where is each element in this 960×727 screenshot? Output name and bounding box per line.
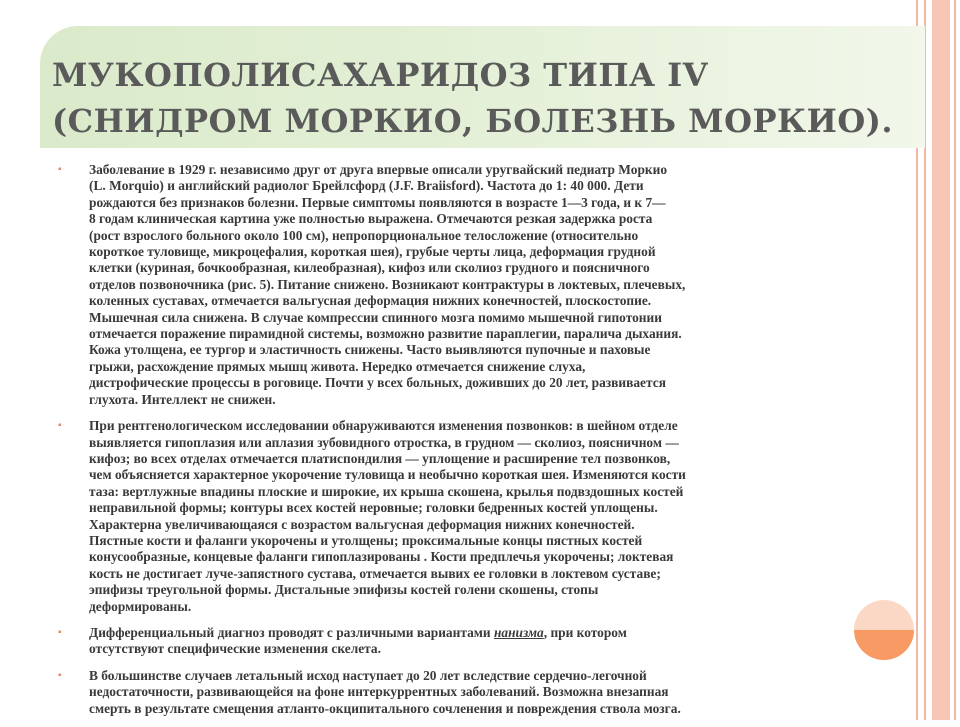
text-line: Пястные кости и фаланги укорочены и утолщены; проксимальные концы пястных костей — [89, 532, 643, 548]
text-line: недостаточности, развивающейся на фоне интеркуррентных заболеваний. Возможна внезапная — [89, 684, 669, 700]
text-line: короткое туловище, микроцефалия, короткая шея), грубые черты лица, деформация грудной — [89, 244, 656, 260]
paragraph-outcome — [89, 668, 828, 717]
stripe-thin-right — [954, 0, 956, 720]
stripe-wide — [932, 0, 950, 720]
bullet-item-radiology — [58, 418, 828, 615]
text-line: конусообразные, концевые фаланги гипоплазированы . Кости предплечья укорочены; локтевая — [89, 549, 674, 565]
text-line: смерть в результате смещения атланто-окципитального сочленения и повреждения ствола мозга. — [89, 700, 681, 716]
text-line: чем объясняется характерное укорочение туловища и необычно короткая шея. Изменяются кости — [89, 467, 686, 483]
decorative-circle — [854, 600, 914, 660]
text-line: грыжи, расхождение прямых мышц живота. Нередко отмечается снижение слуха, — [89, 358, 586, 374]
text-line: При рентгенологическом исследовании обнаруживаются изменения позвонков: в шейном отделе — [89, 418, 678, 434]
text-line: дистрофические процессы в роговице. Почти у всех больных, доживших до 20 лет, развивается — [89, 375, 666, 391]
text-line: глухота. Интеллект не снижен. — [89, 391, 276, 407]
bullet-icon: ▪ — [58, 420, 62, 432]
paragraph-history — [89, 162, 828, 408]
text-line: выявляется гипоплазия или аплазия зубовидного отростка, в грудном — сколиоз, поясничном — — [89, 434, 679, 450]
text-line: рождаются без признаков болезни. Первые симптомы появляются в возрасте 1—3 года, и к 7— — [89, 194, 666, 210]
text-line — [89, 625, 828, 641]
bullet-item-differential — [58, 625, 828, 658]
text-line: Кожа утолщена, ее тургор и эластичность снижены. Часто выявляются пупочные и паховые — [89, 342, 651, 358]
slide-title-line-2: (СНИДРОМ МОРКИО, БОЛЕЗНЬ МОРКИО). — [52, 102, 894, 140]
nanism-link[interactable]: нанизма — [493, 624, 544, 640]
bullet-icon: ▪ — [58, 626, 62, 638]
text-line: таза: вертлужные впадины плоские и широкие, их крыша скошена, крылья подвздошных костей — [89, 483, 684, 499]
bullet-list — [58, 162, 828, 727]
slide-title-line-1: МУКОПОЛИСАХАРИДОЗ ТИПА IV — [52, 56, 709, 94]
text-line: деформированы. — [89, 598, 192, 614]
text-line: (L. Morquio) и английский радиолог Брейлсфорд (J.F. Braiisford). Частота до 1: 40 000. Дети — [89, 178, 644, 194]
text-line: кость не достигает луче-запястного сустава, отмечается вывих ее головки в локтевом суставе; — [89, 565, 661, 581]
text-line: отделов позвоночника (рис. 5). Питание снижено. Возникают контрактуры в локтевых, плечевых, — [89, 276, 686, 292]
text-line: Мышечная сила снижена. В случае компрессии спинного мозга помимо мышечной гипотонии — [89, 309, 662, 325]
bullet-item-outcome — [58, 668, 828, 717]
bullet-item-history — [58, 162, 828, 408]
slide-title — [52, 52, 912, 144]
text-line: (рост взрослого больного около 100 см), непропорциональное телосложение (относительно — [89, 227, 639, 243]
text-line: 8 годам клиническая картина уже полностью выражена. Отмечаются резкая задержка роста — [89, 211, 653, 227]
text-fragment: , при котором — [543, 624, 627, 640]
bullet-icon: ▪ — [58, 669, 62, 681]
text-fragment: Дифференциальный диагноз проводят с различными вариантами — [89, 624, 494, 640]
text-line: В большинстве случаев летальный исход наступает до 20 лет вследствие сердечно-легочной — [89, 667, 647, 683]
text-line: кифоз; во всех отделах отмечается платиспондилия — уплощение и расширение тел позвонков, — [89, 450, 671, 466]
text-line: коленных суставах, отмечается вальгусная деформация нижних конечностей, плоскостопие. — [89, 293, 652, 309]
paragraph-differential — [89, 625, 828, 658]
text-line: Характерна увеличивающаяся с возрастом вальгусная деформация нижних конечностей. — [89, 516, 635, 532]
text-line: Заболевание в 1929 г. независимо друг от друга впервые описали уругвайский педиатр Моркио — [89, 162, 668, 177]
text-line: эпифизы треугольной формы. Дистальные эпифизы костей голени скошены, стопы — [89, 582, 599, 598]
paragraph-radiology — [89, 418, 828, 615]
bullet-icon: ▪ — [58, 164, 62, 175]
text-line: отмечается поражение пирамидной системы, возможно развитие параплегии, паралича дыхания. — [89, 326, 682, 342]
text-line: клетки (куриная, бочкообразная, килеобразная), кифоз или сколиоз грудного и поясничного — [89, 260, 650, 276]
text-line: неправильной формы; контуры всех костей неровные; головки бедренных костей уплощены. — [89, 500, 658, 516]
text-line: отсутствуют специфические изменения скелета. — [89, 641, 381, 657]
